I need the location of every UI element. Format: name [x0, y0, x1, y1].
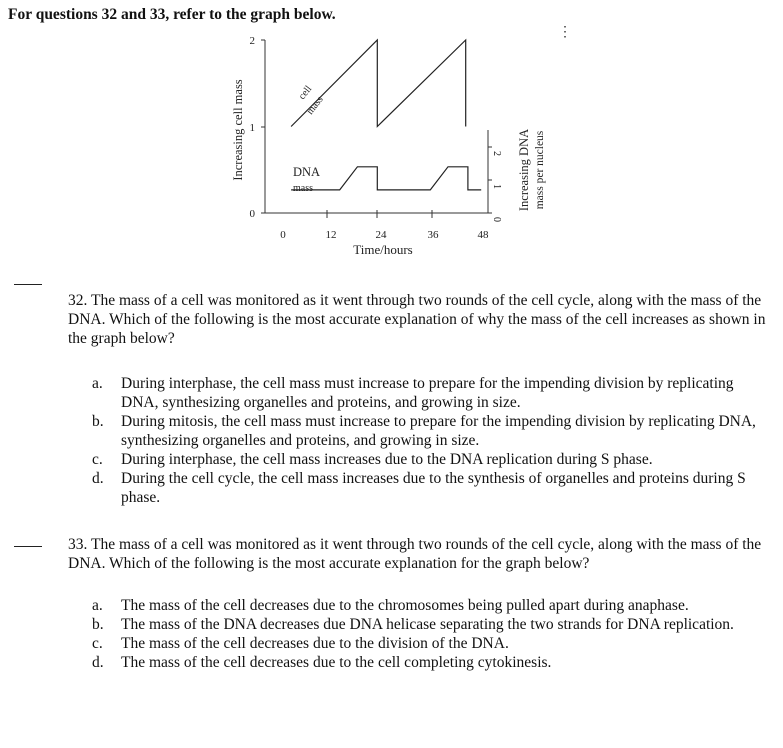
choice-letter: a.	[92, 597, 103, 614]
left-tick-label-2: 2	[249, 35, 255, 47]
question-33-choice-d[interactable]	[92, 653, 772, 672]
x-tick-label-36: 36	[427, 229, 439, 241]
x-tick-label-48: 48	[477, 229, 489, 241]
question-32-choice-a[interactable]	[92, 374, 772, 412]
question-32-choice-b[interactable]	[92, 412, 772, 450]
choice-text: The mass of the cell decreases due to the chromosomes being pulled apart during anaphase.	[121, 597, 689, 614]
choice-text: During interphase, the cell mass increases due to the DNA replication during S phase.	[121, 451, 653, 468]
right-tick-label-2: 2	[491, 151, 502, 156]
right-tick-label-1: 1	[491, 184, 502, 189]
cell-mass-line	[291, 40, 466, 127]
choice-letter: b.	[92, 413, 104, 430]
choice-letter: d.	[92, 654, 104, 671]
choice-letter: a.	[92, 375, 103, 392]
x-tick-label-24: 24	[375, 229, 387, 241]
worksheet-heading: For questions 32 and 33, refer to the graph below.	[8, 6, 336, 23]
dna-mass-label-line1: DNA	[293, 165, 321, 179]
question-32-choices	[92, 374, 772, 507]
x-tick-label-0: 0	[280, 229, 286, 241]
question-33-choice-a[interactable]	[92, 596, 772, 615]
y-axis-label-left: Increasing cell mass	[231, 79, 245, 181]
choice-letter: c.	[92, 635, 103, 652]
question-33-choice-b[interactable]	[92, 615, 772, 634]
cell-mass-label-line2: mass	[304, 94, 326, 117]
question-33-choice-c[interactable]	[92, 634, 772, 653]
left-tick-label-0: 0	[249, 208, 255, 220]
left-tick-label-1: 1	[249, 122, 255, 134]
choice-text: During the cell cycle, the cell mass increases due to the synthesis of organelles and proteins during S phase.	[121, 470, 746, 506]
question-32-choice-c[interactable]	[92, 450, 772, 469]
y-axis-label-right-line2: mass per nucleus	[534, 130, 546, 210]
choice-letter: c.	[92, 451, 103, 468]
more-options-icon[interactable]: ⋮	[558, 25, 572, 40]
choice-text: The mass of the DNA decreases due DNA helicase separating the two strands for DNA replication.	[121, 616, 734, 633]
answer-blank-32[interactable]	[14, 284, 42, 285]
question-32-choice-d[interactable]	[92, 469, 772, 507]
choice-text: The mass of the cell decreases due to the cell completing cytokinesis.	[121, 654, 552, 671]
choice-text: During mitosis, the cell mass must increase to prepare for the impending division by replicating DNA, synthesizing organelles and proteins, and growing in size.	[121, 413, 756, 449]
choice-letter: d.	[92, 470, 104, 487]
answer-blank-33[interactable]	[14, 546, 42, 547]
question-33-stem: 33. The mass of a cell was monitored as it went through two rounds of the cell cycle, along with the mass of the DNA. Which of the following is the most accurate explanation for the graph below?	[68, 536, 762, 572]
question-33-choices	[92, 596, 772, 672]
right-tick-label-0: 0	[491, 217, 502, 222]
cell-cycle-graph	[225, 30, 555, 265]
cell-mass-label-line1: cell	[296, 83, 315, 102]
choice-text: During interphase, the cell mass must increase to prepare for the impending division by replicating DNA, synthesizing organelles and proteins, and growing in size.	[121, 375, 734, 411]
choice-text: The mass of the cell decreases due to the division of the DNA.	[121, 635, 509, 652]
dna-mass-label-line2: mass	[293, 183, 313, 194]
question-32-stem: 32. The mass of a cell was monitored as it went through two rounds of the cell cycle, along with the mass of the DNA. Which of the following is the most accurate explanation of why the mass of the cell increases as shown in the graph below?	[68, 292, 766, 347]
x-axis-label: Time/hours	[353, 242, 413, 257]
y-axis-label-right-line1: Increasing DNA	[517, 128, 531, 212]
choice-letter: b.	[92, 616, 104, 633]
x-tick-label-12: 12	[325, 229, 337, 241]
